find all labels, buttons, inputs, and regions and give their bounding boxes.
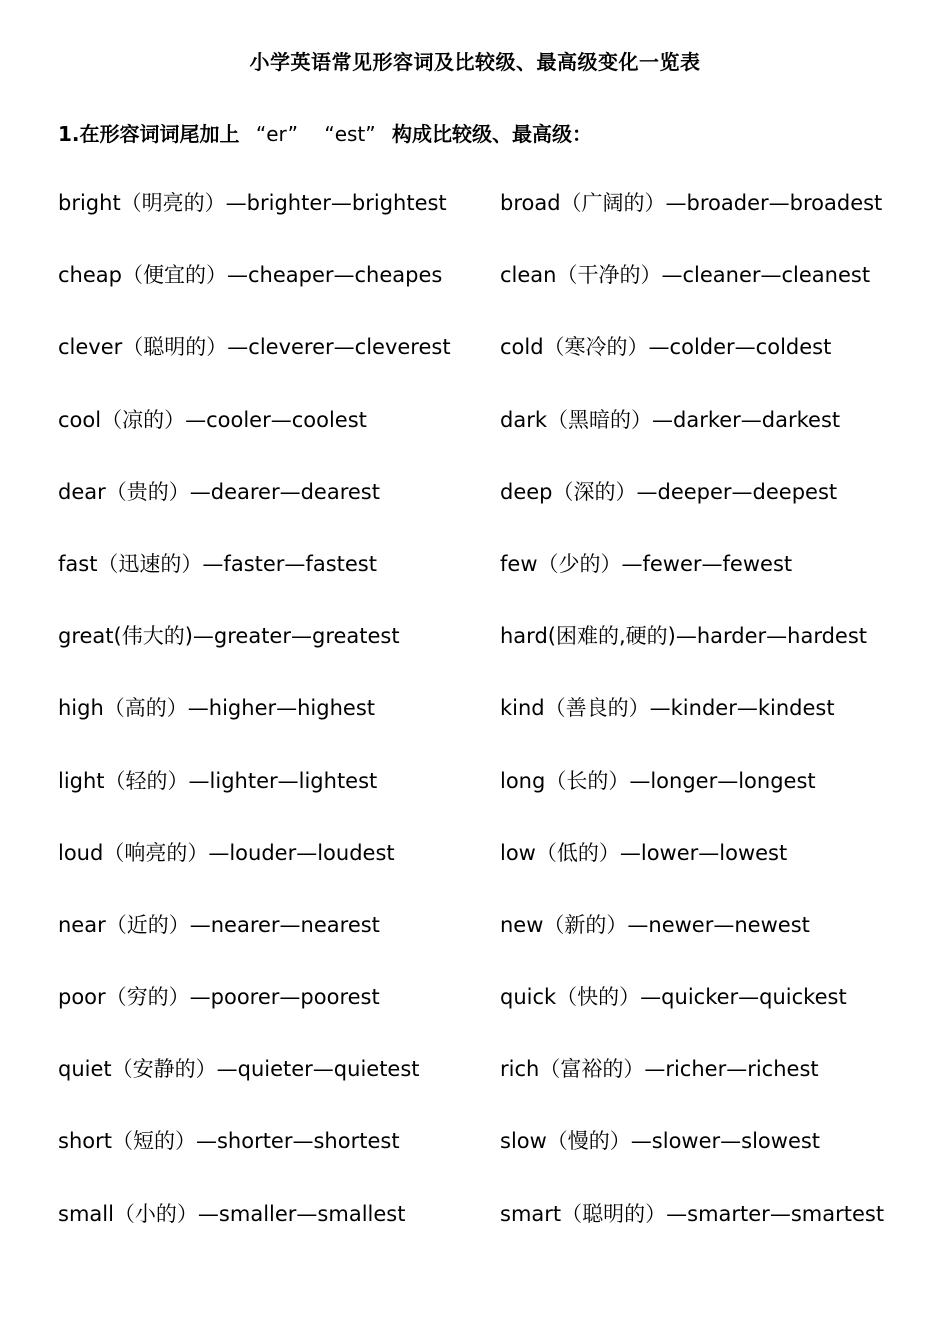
adjective-entry: cold（寒冷的）—colder—coldest [500, 335, 832, 360]
page-title: 小学英语常见形容词及比较级、最高级变化一览表 [249, 50, 701, 74]
adjective-entry: broad（广阔的）—broader—broadest [500, 191, 883, 215]
adjective-entry: clever（聪明的）—cleverer—cleverest [58, 335, 451, 360]
list-row [0, 910, 950, 982]
adjective-entry: quick（快的）—quicker—quickest [500, 985, 847, 1010]
section-heading-prefix: 1.在形容词词尾加上 [58, 122, 240, 146]
adjective-entry: slow（慢的）—slower—slowest [500, 1129, 821, 1154]
adjective-entry: long（长的）—longer—longest [500, 768, 816, 793]
list-row [0, 1199, 950, 1271]
adjective-entry: bright（明亮的）—brighter—brightest [58, 191, 447, 215]
adjective-entry: smart（聪明的）—smarter—smartest [500, 1201, 885, 1226]
adjective-entry: poor（穷的）—poorer—poorest [58, 985, 380, 1010]
adjective-entry: dark（黑暗的）—darker—darkest [500, 407, 841, 432]
adjective-entry: dear（贵的）—dearer—dearest [58, 479, 380, 504]
adjective-entry: new（新的）—newer—newest [500, 912, 810, 937]
list-row [0, 477, 950, 549]
list-row [0, 405, 950, 477]
list-row [0, 1126, 950, 1198]
list-row [0, 693, 950, 765]
adjective-entry: short（短的）—shorter—shortest [58, 1129, 400, 1154]
adjective-entry: deep（深的）—deeper—deepest [500, 479, 838, 504]
list-row [0, 982, 950, 1054]
adjective-entry: quiet（安静的）—quieter—quietest [58, 1057, 420, 1082]
adjective-entry: low（低的）—lower—lowest [500, 840, 788, 865]
suffix-er: “er” [255, 122, 298, 146]
adjective-entry: cool（凉的）—cooler—coolest [58, 407, 367, 432]
adjective-entry: cheap（便宜的）—cheaper—cheapes [58, 263, 443, 288]
adjective-entry: clean（干净的）—cleaner—cleanest [500, 263, 871, 288]
adjective-entry: great(伟大的)—greater—greatest [58, 624, 400, 649]
adjective-entry: fast（迅速的）—faster—fastest [58, 551, 377, 576]
adjective-entry: high（高的）—higher—highest [58, 696, 375, 721]
adjective-entry: hard(困难的,硬的)—harder—hardest [500, 624, 868, 649]
adjective-entry: rich（富裕的）—richer—richest [500, 1057, 819, 1082]
section-heading [58, 118, 592, 147]
adjective-list [0, 188, 950, 1271]
section-heading-tail: 构成比较级、最高级： [391, 122, 592, 146]
adjective-entry: near（近的）—nearer—nearest [58, 912, 380, 937]
list-row [0, 549, 950, 621]
list-row [0, 838, 950, 910]
adjective-entry: kind（善良的）—kinder—kindest [500, 696, 835, 721]
list-row [0, 332, 950, 404]
list-row [0, 1054, 950, 1126]
list-row [0, 766, 950, 838]
adjective-entry: light（轻的）—lighter—lightest [58, 768, 378, 793]
adjective-entry: loud（响亮的）—louder—loudest [58, 840, 395, 865]
suffix-est: “est” [324, 122, 376, 146]
adjective-entry: small（小的）—smaller—smallest [58, 1201, 406, 1226]
list-row [0, 260, 950, 332]
list-row [0, 188, 950, 260]
list-row [0, 621, 950, 693]
adjective-entry: few（少的）—fewer—fewest [500, 551, 793, 576]
